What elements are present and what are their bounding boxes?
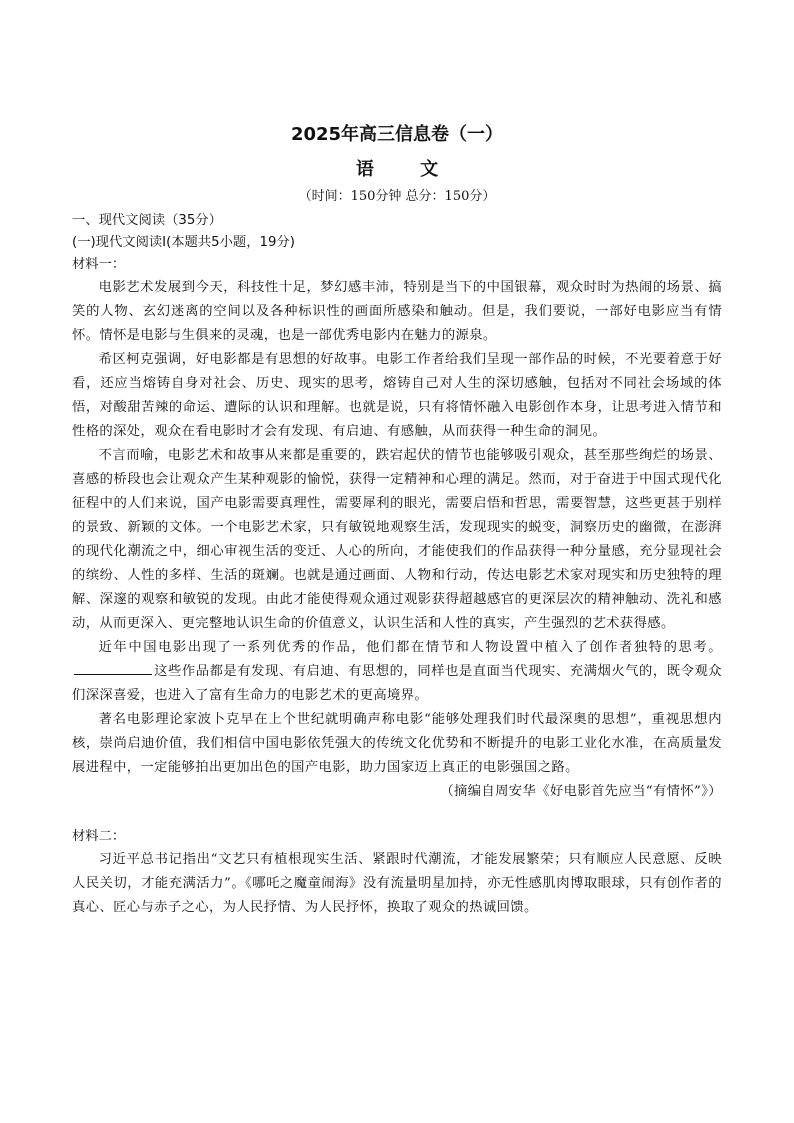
material-1-source: （摘编自周安华《好电影首先应当“有情怀”》） [440, 784, 722, 799]
material-1-label: 材料一： [72, 257, 126, 272]
material-1-paragraph-2: 希区柯克强调，好电影都是有思想的好故事。电影工作者给我们呈现一部作品的时候，不光要着意于好看，还应当熔铸自身对社会、历史、现实的思考，熔铸自己对人生的深切感触，包括对不同社会场域的体悟，对酸甜苦辣的命运、遭际的认识和理解。也就是说，只有将情怀融入电影创作本身，让思考进入情节和性格的深处，观众在看电影时才会有发现、有启迪、有感触，从而获得一种生命的洞见。 [72, 352, 722, 439]
fill-in-blank [74, 660, 152, 675]
material-1-paragraph-4 [72, 636, 722, 708]
material-2-label: 材料二： [72, 829, 126, 844]
material-1-paragraph-1: 电影艺术发展到今天，科技性十足，梦幻感丰沛，特别是当下的中国银幕，观众时时为热闹的场景、搞笑的人物、玄幻迷离的空间以及各种标识性的画面所感染和触动。但是，我们要说，一部好电影应当有情怀。情怀是电影与生俱来的灵魂，也是一部优秀电影内在魅力的源泉。 [72, 280, 722, 343]
material-1-paragraph-3: 不言而喻，电影艺术和故事从来都是重要的，跌宕起伏的情节也能够吸引观众，甚至那些绚烂的场景、喜感的桥段也会让观众产生某种观影的愉悦，获得一定精神和心理的满足。然而，对于奋进于中国式现代化征程中的人们来说，国产电影需要真理性，需要犀利的眼光，需要启悟和哲思，需要智慧，这些更甚于别样的景致、新颖的文体。一个电影艺术家，只有敏锐地观察生活，发现现实的蜕变，洞察历史的幽微，在澎湃的现代化潮流之中，细心审视生活的变迁、人心的所向，才能使我们的作品获得一种分量感，充分显现社会的缤纷、人性的多样、生活的斑斓。也就是通过画面、人物和行动，传达电影艺术家对现实和历史独特的理解、深邃的观察和敏锐的发现。由此才能使得观众通过观影获得超越感官的更深层次的精神触动、洗礼和感动，从而更深入、更完整地认识生命的价值意义，认识生活和人性的真实，产生强烈的艺术获得感。 [72, 448, 722, 631]
paragraph-4-before-blank: 近年中国电影出现了一系列优秀的作品，他们都在情节和人物设置中植入了创作者独特的思考。 [98, 640, 722, 655]
section-heading: 一、现代文阅读（35分） [72, 213, 222, 228]
exam-content [72, 210, 722, 920]
exam-meta: （时间：150分钟 总分：150分） [298, 189, 496, 204]
material-2-paragraph: 习近平总书记指出“文艺只有植根现实生活、紧跟时代潮流，才能发展繁荣；只有顺应人民意愿、反映人民关切，才能充满活力”。《哪吒之魔童闹海》没有流量明星加持，亦无性感肌肉博取眼球，只有创作者的真心、匠心与赤子之心，为人民抒情、为人民抒怀，换取了观众的热诚回馈。 [72, 852, 722, 915]
subject-title: 语 文 [355, 159, 459, 180]
sub-section-heading: (一)现代文阅读Ⅰ(本题共5小题，19分) [72, 235, 295, 250]
section-spacer [72, 804, 722, 826]
paragraph-4-after-blank: 这些作品都是有发现、有启迪、有思想的，同样也是直面当代现实、充满烟火气的，既令观众们深深喜爱，也进入了富有生命力的电影艺术的更高境界。 [72, 664, 722, 703]
exam-title: 2025年高三信息卷（一） [290, 124, 504, 145]
material-1-paragraph-5: 著名电影理论家波卜克早在上个世纪就明确声称电影“能够处理我们时代最深奥的思想”，重视思想内核，崇尚启迪价值，我们相信中国电影依凭强大的传统文化优势和不断提升的电影工业化水准，在高质量发展进程中，一定能够拍出更加出色的国产电影，助力国家迈上真正的电影强国之路。 [72, 712, 722, 775]
